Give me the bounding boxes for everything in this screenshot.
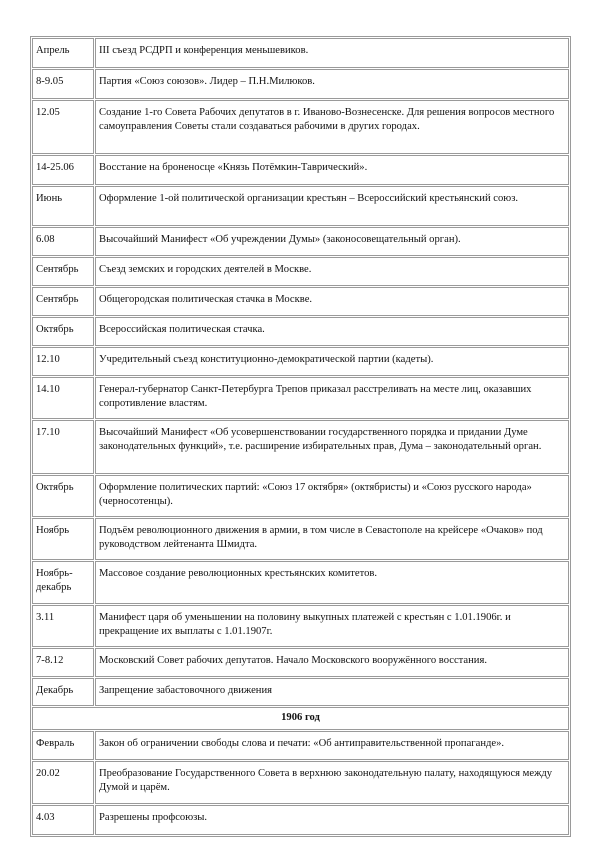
event-cell: Разрешены профсоюзы.	[95, 805, 569, 835]
table-row	[32, 317, 569, 346]
table-row	[32, 475, 569, 517]
event-cell: Закон об ограничении свободы слова и печати: «Об антиправительственной пропаганде».	[95, 731, 569, 760]
date-cell: 14.10	[32, 377, 94, 419]
table-row	[32, 100, 569, 154]
table-row	[32, 69, 569, 99]
event-cell: Съезд земских и городских деятелей в Москве.	[95, 257, 569, 286]
table-row	[32, 761, 569, 804]
table-row	[32, 731, 569, 760]
event-cell: Генерал-губернатор Санкт-Петербурга Трепов приказал расстреливать на месте лиц, оказавших сопротивление властям.	[95, 377, 569, 419]
event-cell: Общегородская политическая стачка в Москве.	[95, 287, 569, 316]
table-row	[32, 347, 569, 376]
table-row	[32, 186, 569, 226]
date-cell: Ноябрь	[32, 518, 94, 560]
table-row	[32, 605, 569, 647]
table-row	[32, 377, 569, 419]
table-row	[32, 257, 569, 286]
event-cell: Преобразование Государственного Совета в верхнюю законодательную палату, находящуюся между Думой и царём.	[95, 761, 569, 804]
event-cell: Высочайший Манифест «Об учреждении Думы» (законосовещательный орган).	[95, 227, 569, 256]
date-cell: Апрель	[32, 38, 94, 68]
year-header-row	[32, 707, 569, 730]
event-cell: Учредительный съезд конституционно-демократической партии (кадеты).	[95, 347, 569, 376]
event-cell: Массовое создание революционных крестьянских комитетов.	[95, 561, 569, 604]
chronology-table-body	[32, 38, 569, 835]
date-cell: 4.03	[32, 805, 94, 835]
event-cell: Всероссийская политическая стачка.	[95, 317, 569, 346]
table-row	[32, 38, 569, 68]
date-cell: Октябрь	[32, 317, 94, 346]
chronology-table	[30, 36, 571, 837]
date-cell: Октябрь	[32, 475, 94, 517]
event-cell: Высочайший Манифест «Об усовершенствовании государственного порядка и придании Думе законодательных функций», т.е. расширение избирательных прав, Дума – законодательный орган.	[95, 420, 569, 474]
event-cell: Оформление 1-ой политической организации крестьян – Всероссийский крестьянский союз.	[95, 186, 569, 226]
event-cell: Запрещение забастовочного движения	[95, 678, 569, 706]
date-cell: 12.10	[32, 347, 94, 376]
table-row	[32, 678, 569, 706]
date-cell: 7-8.12	[32, 648, 94, 677]
date-cell: Февраль	[32, 731, 94, 760]
date-cell: 14-25.06	[32, 155, 94, 185]
date-cell: Сентябрь	[32, 287, 94, 316]
table-row	[32, 518, 569, 560]
date-cell: 12.05	[32, 100, 94, 154]
event-cell: Подъём революционного движения в армии, в том числе в Севастополе на крейсере «Очаков» под руководством лейтенанта Шмидта.	[95, 518, 569, 560]
date-cell: Июнь	[32, 186, 94, 226]
date-cell: Сентябрь	[32, 257, 94, 286]
date-cell: 17.10	[32, 420, 94, 474]
event-cell: Партия «Союз союзов». Лидер – П.Н.Милюков.	[95, 69, 569, 99]
date-cell: 6.08	[32, 227, 94, 256]
date-cell: Ноябрь-декабрь	[32, 561, 94, 604]
table-row	[32, 805, 569, 835]
event-cell: Манифест царя об уменьшении на половину выкупных платежей с крестьян с 1.01.1906г. и прекращение их выплаты с 1.01.1907г.	[95, 605, 569, 647]
table-row	[32, 420, 569, 474]
event-cell: Московский Совет рабочих депутатов. Начало Московского вооружённого восстания.	[95, 648, 569, 677]
year-header: 1906 год	[32, 707, 569, 730]
event-cell: Оформление политических партий: «Союз 17 октября» (октябристы) и «Союз русского народа» (черносотенцы).	[95, 475, 569, 517]
event-cell: III съезд РСДРП и конференция меньшевиков.	[95, 38, 569, 68]
table-row	[32, 287, 569, 316]
date-cell: Декабрь	[32, 678, 94, 706]
table-row	[32, 155, 569, 185]
date-cell: 20.02	[32, 761, 94, 804]
table-row	[32, 227, 569, 256]
date-cell: 8-9.05	[32, 69, 94, 99]
event-cell: Создание 1-го Совета Рабочих депутатов в г. Иваново-Вознесенске. Для решения вопросов местного самоуправления Советы стали создаваться рабочими в других городах.	[95, 100, 569, 154]
table-row	[32, 648, 569, 677]
date-cell: 3.11	[32, 605, 94, 647]
table-row	[32, 561, 569, 604]
event-cell: Восстание на броненосце «Князь Потёмкин-Таврический».	[95, 155, 569, 185]
